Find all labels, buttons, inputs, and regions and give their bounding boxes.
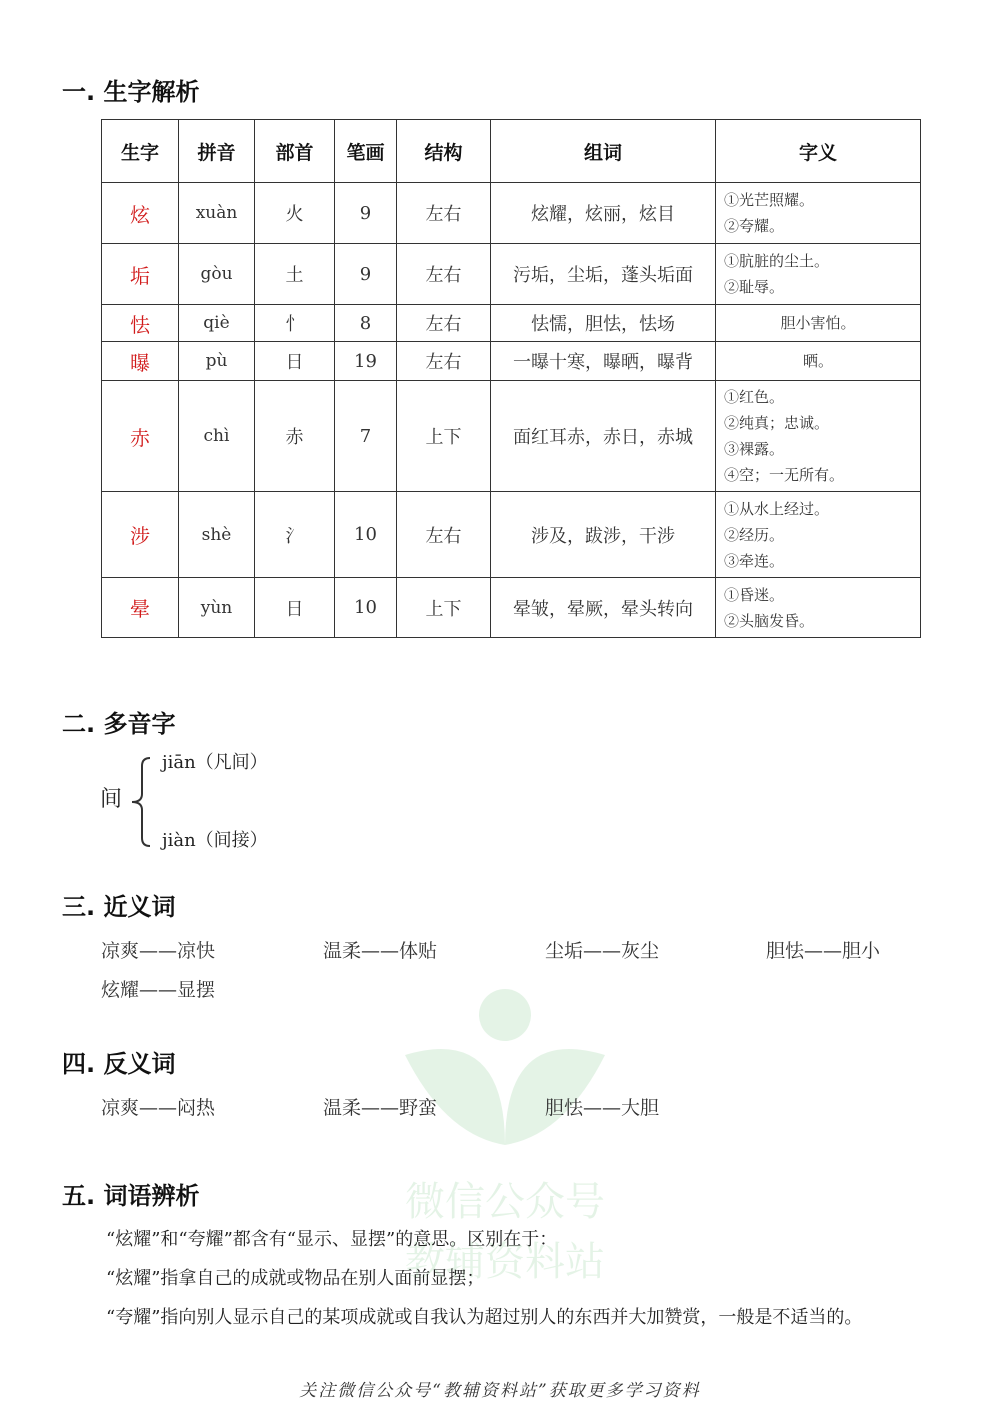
cell-meaning: [716, 492, 921, 578]
synonym-pair: 胆怯——胆小: [766, 940, 881, 962]
section-title-characters: 一. 生字解析: [62, 78, 200, 106]
cell-words: 涉及，跋涉，干涉: [491, 492, 716, 578]
table-row: [102, 381, 921, 492]
cell-radical: 赤: [255, 381, 335, 492]
table-row: [102, 305, 921, 342]
section-title-synonyms: 三. 近义词: [62, 893, 176, 921]
meaning-line: ①从水上经过。: [724, 499, 830, 518]
cell-words: 怯懦，胆怯，怯场: [491, 305, 716, 342]
cell-strokes: 9: [335, 183, 397, 244]
meaning-line: ①红色。: [724, 388, 785, 406]
header-meaning: 字义: [716, 120, 921, 183]
cell-pinyin: qiè: [179, 305, 255, 342]
cell-char: 垢: [102, 244, 179, 305]
cell-pinyin: shè: [179, 492, 255, 578]
analysis-line-2: “炫耀”指拿自己的成就或物品在别人面前显摆；: [106, 1268, 485, 1289]
cell-meaning: [716, 578, 921, 638]
cell-words: 污垢，尘垢，蓬头垢面: [491, 244, 716, 305]
watermark-text-1: 微信公众号: [405, 1179, 605, 1225]
header-radical: 部首: [255, 120, 335, 183]
meaning-line: ③牵连。: [724, 551, 785, 570]
cell-char: 炫: [102, 183, 179, 244]
section-title-analysis: 五. 词语辨析: [62, 1182, 200, 1210]
cell-words: 一曝十寒，曝晒，曝背: [491, 342, 716, 381]
meaning-line: ②夸耀。: [724, 217, 785, 235]
header-words: 组词: [491, 120, 716, 183]
synonym-pair: 温柔——体贴: [323, 940, 438, 962]
cell-structure: 左右: [397, 342, 491, 381]
cell-radical: 忄: [255, 305, 335, 342]
synonym-pair: 炫耀——显摆: [101, 979, 216, 1001]
table-header-row: [102, 120, 921, 183]
polyphone-char: 间: [100, 787, 123, 812]
cell-char: 赤: [102, 381, 179, 492]
section-title-antonyms: 四. 反义词: [62, 1050, 176, 1078]
meaning-line: ②头脑发昏。: [724, 611, 815, 630]
cell-pinyin: chì: [179, 381, 255, 492]
cell-strokes: 7: [335, 381, 397, 492]
table-row: [102, 342, 921, 381]
cell-pinyin: gòu: [179, 244, 255, 305]
synonym-pair: 尘垢——灰尘: [545, 940, 660, 962]
cell-pinyin: pù: [179, 342, 255, 381]
cell-meaning: [716, 381, 921, 492]
meaning-line: ④空；一无所有。: [724, 466, 845, 484]
header-strokes: 笔画: [335, 120, 397, 183]
analysis-line-1: “炫耀”和“夸耀”都含有“显示、显摆”的意思。区别在于：: [106, 1229, 558, 1250]
header-structure: 结构: [397, 120, 491, 183]
brace-icon: [126, 752, 156, 852]
cell-structure: 左右: [397, 244, 491, 305]
cell-words: 面红耳赤，赤日，赤城: [491, 381, 716, 492]
meaning-line: ①昏迷。: [724, 585, 785, 604]
antonym-pair: 凉爽——闷热: [101, 1097, 216, 1119]
meaning-line: ①光芒照耀。: [724, 191, 815, 209]
cell-structure: 左右: [397, 183, 491, 244]
cell-char: 怯: [102, 305, 179, 342]
analysis-line-3: “夸耀”指向别人显示自己的某项成就或自我认为超过别人的东西并大加赞赏，一般是不适当的。: [106, 1307, 863, 1328]
table-row: [102, 244, 921, 305]
table-row: [102, 578, 921, 638]
cell-radical: 日: [255, 578, 335, 638]
table-row: [102, 183, 921, 244]
cell-strokes: 19: [335, 342, 397, 381]
meaning-line: 胆小害怕。: [780, 314, 856, 332]
cell-radical: 氵: [255, 492, 335, 578]
polyphone-reading-1: jiān（凡间）: [162, 752, 268, 773]
cell-structure: 上下: [397, 381, 491, 492]
meaning-line: ②纯真；忠诚。: [724, 414, 830, 432]
cell-radical: 火: [255, 183, 335, 244]
cell-char: 涉: [102, 492, 179, 578]
cell-structure: 上下: [397, 578, 491, 638]
cell-char: 曝: [102, 342, 179, 381]
cell-words: 炫耀，炫丽，炫目: [491, 183, 716, 244]
page-footer: 关注微信公众号“教辅资料站”获取更多学习资料: [299, 1381, 701, 1401]
meaning-line: ①肮脏的尘土。: [724, 252, 830, 270]
cell-structure: 左右: [397, 492, 491, 578]
section-title-polyphone: 二. 多音字: [62, 710, 176, 738]
watermark-text-2: 教辅资料站: [405, 1239, 605, 1285]
cell-strokes: 10: [335, 492, 397, 578]
cell-words: 晕皱，晕厥，晕头转向: [491, 578, 716, 638]
cell-meaning: [716, 244, 921, 305]
synonym-pair: 凉爽——凉快: [101, 940, 216, 962]
cell-meaning: [716, 305, 921, 342]
cell-meaning: [716, 342, 921, 381]
cell-structure: 左右: [397, 305, 491, 342]
cell-radical: 土: [255, 244, 335, 305]
meaning-line: ③裸露。: [724, 440, 785, 458]
header-pinyin: 拼音: [179, 120, 255, 183]
polyphone-reading-2: jiàn（间接）: [162, 830, 268, 851]
cell-strokes: 10: [335, 578, 397, 638]
character-table: [101, 119, 921, 638]
cell-char: 晕: [102, 578, 179, 638]
antonym-pair: 胆怯——大胆: [545, 1097, 660, 1119]
cell-pinyin: yùn: [179, 578, 255, 638]
cell-radical: 日: [255, 342, 335, 381]
meaning-line: ②经历。: [724, 525, 785, 544]
cell-meaning: [716, 183, 921, 244]
polyphone-group: [100, 748, 360, 858]
cell-strokes: 8: [335, 305, 397, 342]
cell-strokes: 9: [335, 244, 397, 305]
watermark-logo: [385, 985, 625, 1299]
antonym-pair: 温柔——野蛮: [323, 1097, 438, 1119]
header-char: 生字: [102, 120, 179, 183]
table-row: [102, 492, 921, 578]
meaning-line: ②耻辱。: [724, 278, 785, 296]
cell-pinyin: xuàn: [179, 183, 255, 244]
meaning-line: 晒。: [802, 352, 833, 370]
